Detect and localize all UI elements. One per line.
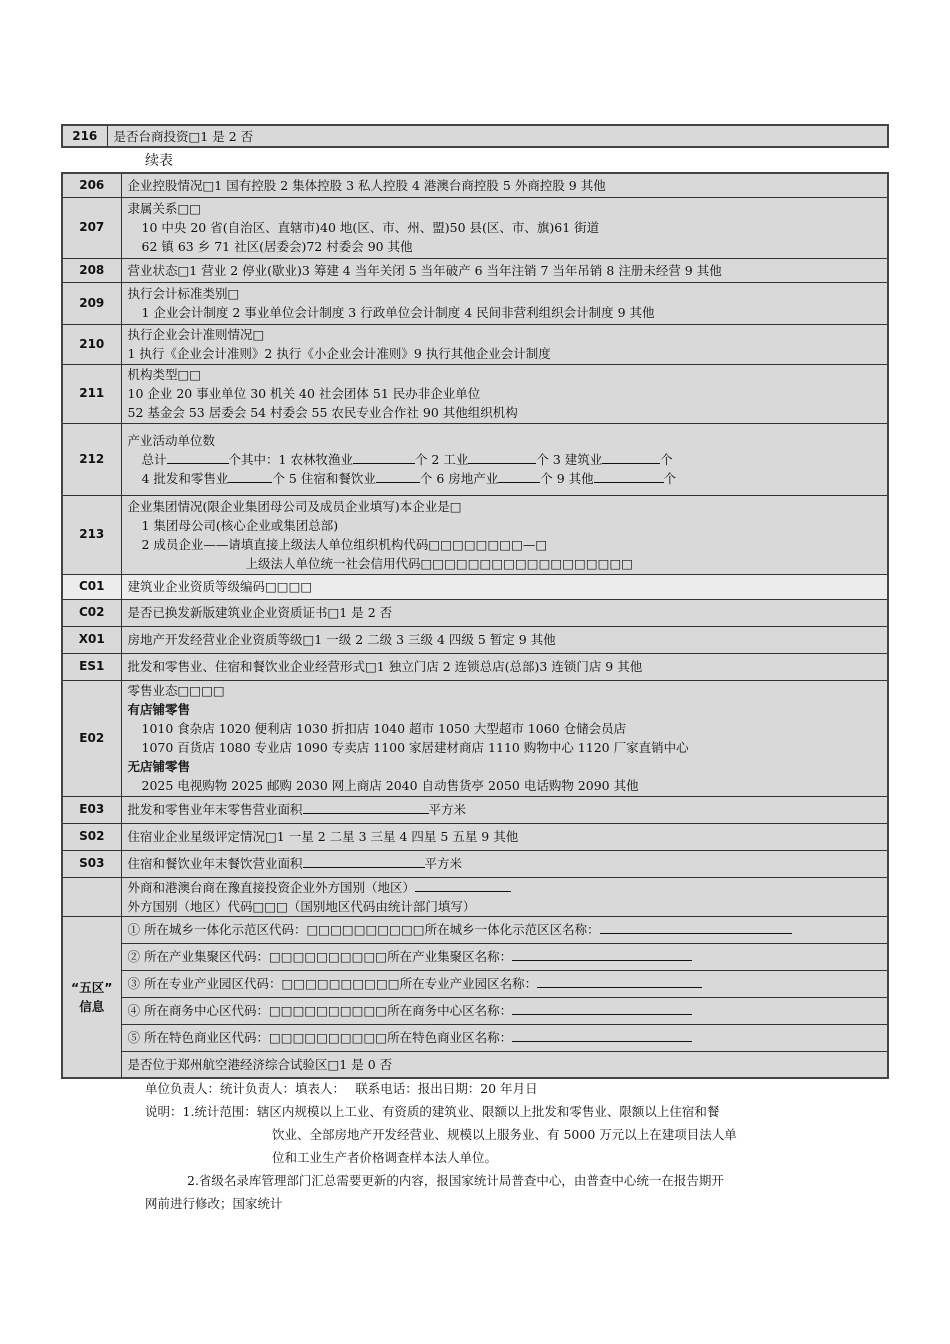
blank-field[interactable] <box>303 800 429 814</box>
row-code: 213 <box>62 495 121 574</box>
row-line: 机构类型□□ <box>127 367 202 382</box>
count-label: 总计 <box>141 451 167 467</box>
blank-field[interactable] <box>303 854 425 868</box>
table-row <box>62 495 888 574</box>
row-text: 营业状态□1 营业 2 停业(歇业)3 筹建 4 当年关闭 5 当年破产 6 当年注销 7 当年吊销 8 注册未经营 9 其他 <box>121 258 888 282</box>
row-line: 2 成员企业——请填直接上级法人单位组织机构代码□□□□□□□□—□ <box>141 536 548 552</box>
table-row <box>62 423 888 495</box>
row-line: 上级法人单位统一社会信用代码□□□□□□□□□□□□□□□□□□ <box>245 555 634 571</box>
table-row <box>62 1051 888 1078</box>
row-code: 206 <box>62 173 121 197</box>
row-text: 住宿和餐饮业年末餐饮营业面积 <box>127 856 303 871</box>
count-label: 个 <box>663 470 677 486</box>
row-216-table <box>61 124 889 148</box>
subheading: 有店铺零售 <box>127 702 191 717</box>
table-row <box>62 916 888 943</box>
row-code: 212 <box>62 423 121 495</box>
five-zone-label: “五区” 信息 <box>62 916 121 1078</box>
row-line: 10 企业 20 事业单位 30 机关 40 社会团体 51 民办非企业单位 <box>127 386 481 401</box>
continued-label: 续表 <box>145 153 173 169</box>
row-code: X01 <box>62 626 121 653</box>
unit-label: 平方米 <box>428 802 467 817</box>
table-row <box>62 943 888 970</box>
count-label: 个 9 其他 <box>540 470 594 486</box>
row-line: 隶属关系□□ <box>127 201 202 216</box>
row-code: ES1 <box>62 653 121 680</box>
row-line: 1070 百货店 1080 专业店 1090 专卖店 1100 家居建材商店 1110 购物中心 1120 厂家直销中心 <box>141 740 689 755</box>
table-row <box>62 1024 888 1051</box>
blank-field[interactable] <box>537 974 702 988</box>
row-line: 2025 电视购物 2025 邮购 2030 网上商店 2040 自动售货亭 2050 电话购物 2090 其他 <box>141 778 639 793</box>
table-row <box>62 574 888 599</box>
blank-field[interactable] <box>512 1001 692 1015</box>
table-row <box>62 970 888 997</box>
table-row <box>62 282 888 324</box>
row-text: 是否已换发新版建筑业企业资质证书□1 是 2 否 <box>121 599 888 626</box>
table-row <box>62 197 888 258</box>
note-2: 2.省级名录库管理部门汇总需要更新的内容，报国家统计局普查中心，由普查中心统一在报告期开 <box>187 1173 724 1188</box>
row-text: 住宿业企业星级评定情况□1 一星 2 二星 3 三星 4 四星 5 五星 9 其他 <box>121 823 888 850</box>
row-code: 216 <box>62 125 107 147</box>
row-line: 零售业态□□□□ <box>127 683 225 698</box>
row-code: S03 <box>62 850 121 877</box>
count-label: 个 2 工业 <box>414 451 469 467</box>
zone-line: ② 所在产业集聚区代码：□□□□□□□□□□所在产业集聚区名称： <box>127 949 513 964</box>
row-line: 执行企业会计准则情况□ <box>127 327 265 342</box>
row-text: 批发和零售业、住宿和餐饮业企业经营形式□1 独立门店 2 连锁总店(总部)3 连锁门店 9 其他 <box>121 653 888 680</box>
count-label: 个 6 房地产业 <box>419 470 499 486</box>
row-code: E02 <box>62 680 121 796</box>
note-1: 说明：1.统计范围：辖区内规模以上工业、有资质的建筑业、限额以上批发和零售业、限额以上住宿和餐 <box>145 1104 720 1119</box>
note-2-cont: 网前进行修改；国家统计 <box>145 1196 283 1211</box>
count-label: 个其中：1 农林牧渔业 <box>228 451 353 467</box>
zone-line: ④ 所在商务中心区代码：□□□□□□□□□□所在商务中心区名称： <box>127 1003 513 1018</box>
row-line: 1 集团母公司(核心企业或集团总部) <box>141 517 339 533</box>
table-row <box>62 599 888 626</box>
row-line: 执行会计标准类别□ <box>127 286 240 301</box>
subheading: 无店铺零售 <box>127 759 191 774</box>
zone-line: ⑤ 所在特色商业区代码：□□□□□□□□□□所在特色商业区名称： <box>127 1030 513 1045</box>
zone-line: 是否位于郑州航空港经济综合试验区□1 是 0 否 <box>121 1051 888 1078</box>
row-line: 62 镇 63 乡 71 社区(居委会)72 村委会 90 其他 <box>141 239 413 254</box>
row-line: 产业活动单位数 <box>127 432 216 448</box>
zone-line: ① 所在城乡一体化示范区代码：□□□□□□□□□□所在城乡一体化示范区区名称： <box>127 922 600 937</box>
row-code: 208 <box>62 258 121 282</box>
blank-field[interactable] <box>600 920 792 934</box>
blank-field[interactable] <box>353 450 415 464</box>
row-code: 207 <box>62 197 121 258</box>
row-text: 建筑业企业资质等级编码□□□□ <box>121 574 888 599</box>
form-table <box>61 172 889 1079</box>
count-label: 个 5 住宿和餐饮业 <box>272 470 376 486</box>
table-row <box>62 850 888 877</box>
table-row <box>62 823 888 850</box>
note-1-cont: 饮业、全部房地产开发经营业、规模以上服务业、有 5000 万元以上在建项目法人单 <box>272 1127 737 1142</box>
row-line: 企业集团情况(限企业集团母公司及成员企业填写)本企业是□ <box>127 498 462 514</box>
row-code: C01 <box>62 574 121 599</box>
row-code: C02 <box>62 599 121 626</box>
table-row <box>62 626 888 653</box>
note-1-cont: 位和工业生产者价格调查样本法人单位。 <box>272 1150 498 1165</box>
table-row <box>62 173 888 197</box>
blank-field[interactable] <box>228 469 272 483</box>
blank-field[interactable] <box>468 450 536 464</box>
table-row <box>62 324 888 364</box>
signature-line: 单位负责人：统计负责人：填表人： 联系电话：报出日期：20 年月日 <box>145 1081 538 1096</box>
blank-field[interactable] <box>512 947 692 961</box>
row-line: 1 企业会计制度 2 事业单位会计制度 3 行政单位会计制度 4 民间非营利组织会计制度 9 其他 <box>141 305 655 320</box>
row-code: 210 <box>62 324 121 364</box>
blank-field[interactable] <box>167 450 229 464</box>
row-text: 房地产开发经营业企业资质等级□1 一级 2 二级 3 三级 4 四级 5 暂定 9 其他 <box>121 626 888 653</box>
table-row <box>62 997 888 1024</box>
table-row <box>62 877 888 916</box>
count-label: 个 <box>660 451 673 467</box>
row-line: 52 基金会 53 居委会 54 村委会 55 农民专业合作社 90 其他组织机构 <box>127 405 518 420</box>
blank-field[interactable] <box>376 469 420 483</box>
zone-line: ③ 所在专业产业园区代码：□□□□□□□□□□所在专业产业园区名称： <box>127 976 538 991</box>
table-row <box>62 680 888 796</box>
row-line: 10 中央 20 省(自治区、直辖市)40 地(区、市、州、盟)50 县(区、市、旗)61 街道 <box>141 220 600 235</box>
row-code: 209 <box>62 282 121 324</box>
table-row <box>62 258 888 282</box>
table-row <box>62 653 888 680</box>
table-row <box>62 796 888 823</box>
row-line: 1010 食杂店 1020 便利店 1030 折扣店 1040 超市 1050 大型超市 1060 仓储会员店 <box>141 721 627 736</box>
row-line: 外方国别（地区）代码□□□（国别地区代码由统计部门填写） <box>127 898 476 914</box>
count-label: 4 批发和零售业 <box>141 470 229 486</box>
table-row <box>62 364 888 423</box>
count-label: 个 3 建筑业 <box>536 451 603 467</box>
row-text: 是否台商投资□1 是 2 否 <box>107 125 888 147</box>
blank-field[interactable] <box>512 1028 692 1042</box>
unit-label: 平方米 <box>424 856 463 871</box>
row-code: E03 <box>62 796 121 823</box>
blank-field[interactable] <box>415 878 511 892</box>
blank-field[interactable] <box>594 469 664 483</box>
blank-field[interactable] <box>602 450 660 464</box>
blank-field[interactable] <box>498 469 540 483</box>
row-line: 外商和港澳台商在豫直接投资企业外方国别（地区） <box>127 879 416 895</box>
row-code: S02 <box>62 823 121 850</box>
row-line: 1 执行《企业会计准则》2 执行《小企业会计准则》9 执行其他企业会计制度 <box>127 346 551 361</box>
row-text: 企业控股情况□1 国有控股 2 集体控股 3 私人控股 4 港澳台商控股 5 外商控股 9 其他 <box>121 173 888 197</box>
row-code: 211 <box>62 364 121 423</box>
row-text: 批发和零售业年末零售营业面积 <box>127 802 303 817</box>
